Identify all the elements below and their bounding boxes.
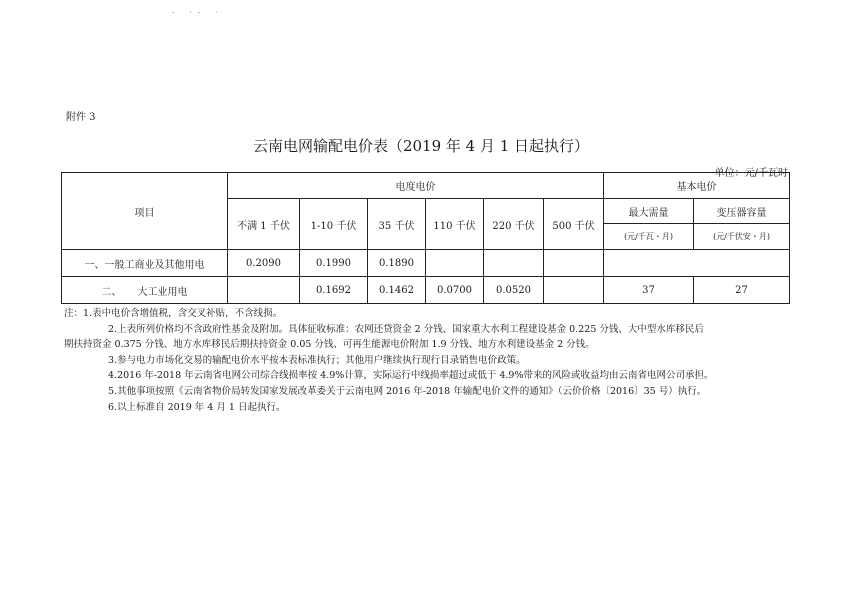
note-line: 5.其他事项按照《云南省物价局转发国家发展改革委关于云南电网 2016 年-2018 年输配电价文件的通知》（云价价格〔2016〕35 号）执行。 [108,385,707,397]
note-line: 期扶持资金 0.375 分钱、地方水库移民后期扶持资金 0.05 分钱、可再生能源电价附加 1.9 分钱、地方水利建设基金 2 分钱。 [64,339,595,351]
attachment-label: 附件 3 [66,112,96,123]
price-table [61,172,790,304]
table-cell: 27 [694,277,790,304]
table-cell [544,250,604,277]
unit-label: 单位：元/千瓦时 [714,168,788,179]
voltage-header: 35 千伏 [368,199,426,250]
note-line: 3.参与电力市场化交易的输配电价水平按本表标准执行；其他用户继续执行现行目录销售电价政策。 [108,354,526,366]
voltage-header: 1-10 千伏 [300,199,368,250]
voltage-header: 500 千伏 [544,199,604,250]
row-label: 一、一般工商业及其他用电 [62,250,228,277]
table-cell [604,250,790,277]
table-cell: 37 [604,277,694,304]
table-cell: 0.1890 [368,250,426,277]
row-label: 二、 大工业用电 [62,277,228,304]
table-row [62,250,790,277]
header-transformer-capacity: 变压器容量 [694,199,790,224]
note-line: 6.以上标准自 2019 年 4 月 1 日起执行。 [108,401,286,413]
scan-marks: - ·- · [172,8,224,17]
table-cell: 0.1692 [300,277,368,304]
note-line: 4.2016 年-2018 年云南省电网公司综合线损率按 4.9%计算，实际运行中线损率超过或低于 4.9%带来的风险或收益均由云南省电网公司承担。 [108,370,714,382]
header-energy-price: 电度电价 [228,173,604,199]
table-row [62,277,790,304]
note-line: 2.上表所列价格均不含政府性基金及附加。具体征收标准：农网还贷资金 2 分钱、国家重大水利工程建设基金 0.225 分钱、大中型水库移民后 [108,323,704,335]
table-cell [228,277,300,304]
note-line: 注：1.表中电价含增值税，含交叉补贴，不含线损。 [64,308,283,319]
table-cell: 0.2090 [228,250,300,277]
header-item: 项目 [62,173,228,250]
table-cell: 0.1990 [300,250,368,277]
voltage-header: 110 千伏 [426,199,484,250]
table-cell [544,277,604,304]
transformer-unit: (元/千伏安・月) [694,224,790,250]
header-max-demand: 最大需量 [604,199,694,224]
table-cell: 0.1462 [368,277,426,304]
document-title: 云南电网输配电价表（2019 年 4 月 1 日起执行） [252,137,590,155]
max-demand-unit: (元/千瓦・月) [604,224,694,250]
table-cell: 0.0700 [426,277,484,304]
voltage-header: 不满 1 千伏 [228,199,300,250]
table-cell: 0.0520 [484,277,544,304]
voltage-header: 220 千伏 [484,199,544,250]
header-basic-price: 基本电价 [604,173,790,199]
table-cell [426,250,484,277]
table-cell [484,250,544,277]
notes-section [64,306,794,415]
